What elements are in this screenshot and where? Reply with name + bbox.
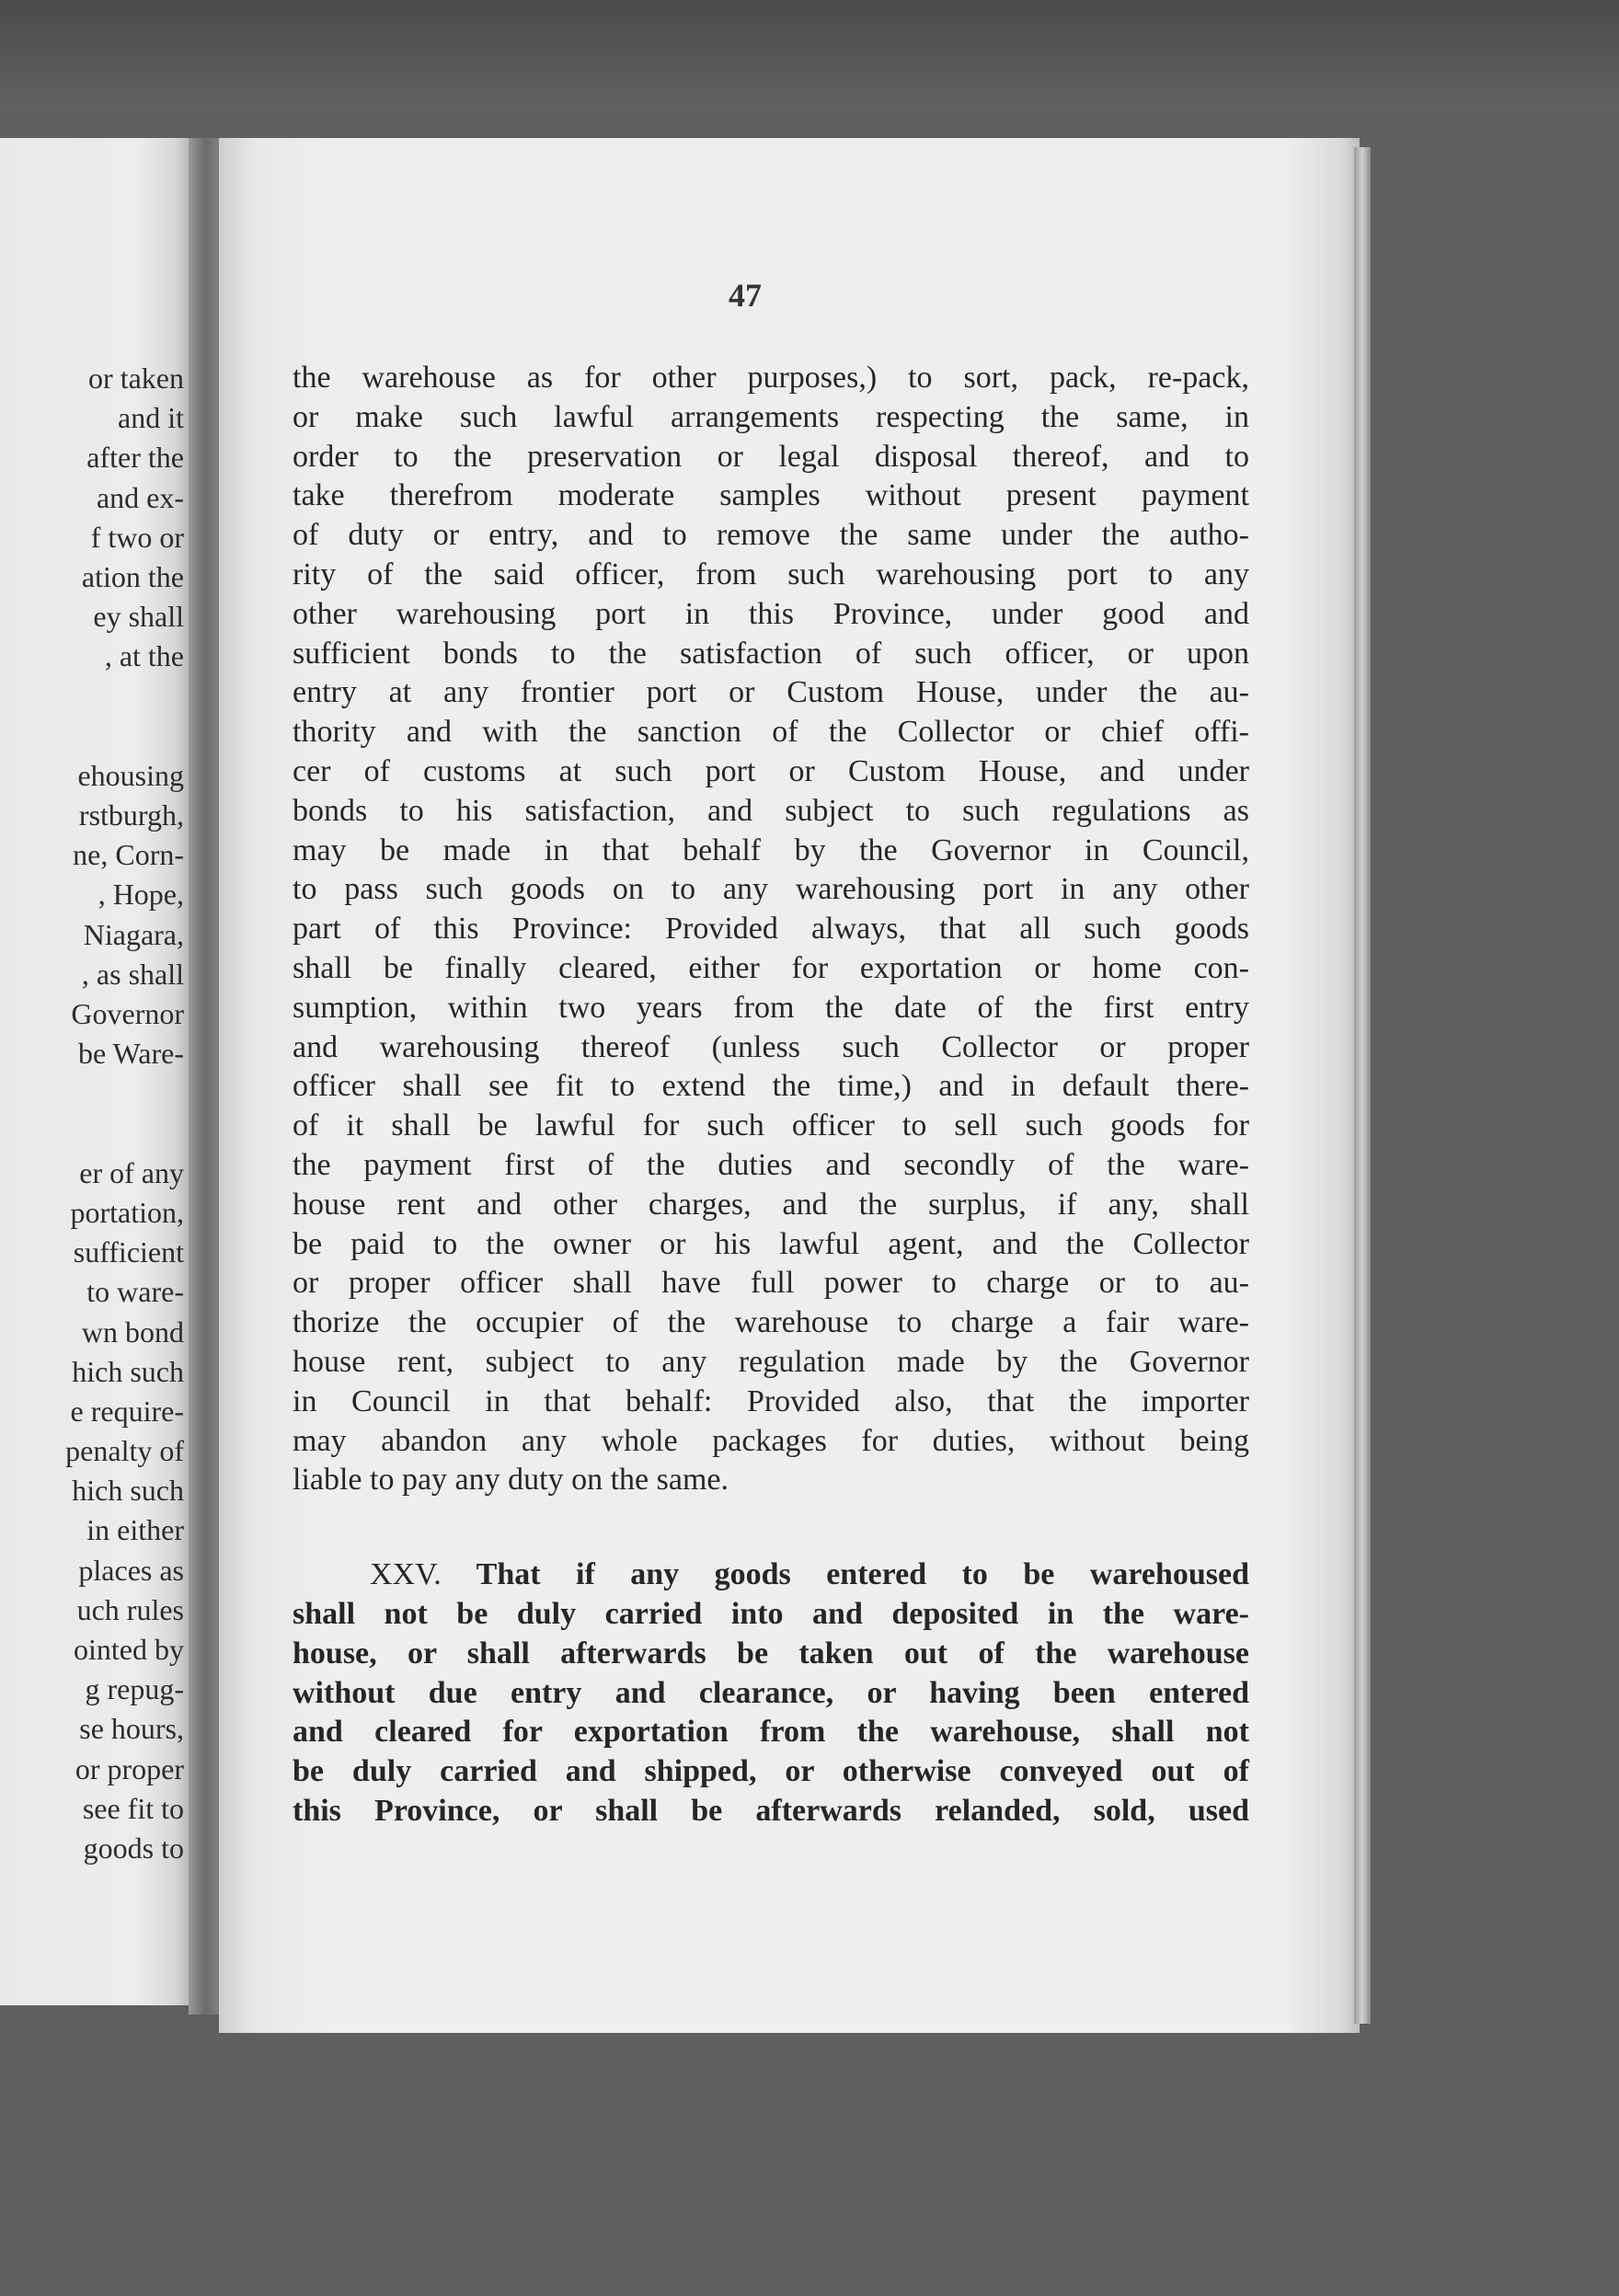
previous-page-line: to ware- (86, 1275, 184, 1309)
previous-page-line: goods to (83, 1831, 184, 1865)
text-line: be paid to the owner or his lawful agent, and the Collector (293, 1226, 1249, 1261)
scanner-background (0, 0, 1619, 110)
previous-page-line: in either (86, 1513, 184, 1547)
previous-page-line: e require- (70, 1394, 184, 1428)
text-line: the payment first of the duties and secondly of the ware- (293, 1147, 1249, 1182)
previous-page-line: f two or (90, 520, 184, 554)
text-line: order to the preservation or legal disposal thereof, and to (293, 439, 1249, 474)
section-first-line-text: That if any goods entered to be warehoused (476, 1557, 1249, 1592)
previous-page-line: hich such (72, 1354, 184, 1388)
text-line: sufficient bonds to the satisfaction of such officer, or upon (293, 636, 1249, 671)
previous-page-line: penalty of (65, 1434, 184, 1468)
page-edge (1354, 147, 1371, 2024)
section-number: XXV. (370, 1557, 442, 1592)
previous-page-line: , as shall (81, 957, 184, 991)
previous-page-line: ey shall (93, 600, 184, 634)
previous-page-line: places as (78, 1553, 184, 1587)
previous-page-line (0, 1073, 184, 1113)
text-line: in Council in that behalf: Provided also, that the importer (293, 1383, 1249, 1418)
previous-page-line: be Ware- (78, 1037, 184, 1071)
previous-page-line: Governor (71, 997, 184, 1030)
previous-page-line: , Hope, (98, 878, 184, 912)
previous-page-line: ne, Corn- (73, 838, 184, 872)
page-body (293, 359, 1249, 1831)
text-line: house rent, subject to any regulation made by the Governor (293, 1344, 1249, 1379)
text-line: shall be finally cleared, either for exportation or home con- (293, 950, 1249, 985)
text-line: thorize the occupier of the warehouse to charge a fair ware- (293, 1305, 1249, 1340)
text-line: thority and with the sanction of the Collector or chief offi- (293, 715, 1249, 750)
text-line: and warehousing thereof (unless such Collector or proper (293, 1029, 1249, 1064)
text-line: house rent and other charges, and the surplus, if any, shall (293, 1187, 1249, 1222)
text-line: may abandon any whole packages for duties, without being (293, 1423, 1249, 1458)
previous-page-line: uch rules (76, 1592, 184, 1626)
text-line: shall not be duly carried into and deposited in the ware- (293, 1596, 1249, 1631)
section-first-line (293, 1556, 1249, 1595)
previous-page-line: g repug- (85, 1672, 184, 1706)
text-line: or make such lawful arrangements respecting the same, in (293, 399, 1249, 434)
text-line: officer shall see fit to extend the time,) and in default there- (293, 1069, 1249, 1104)
text-line: rity of the said officer, from such warehousing port to any (293, 557, 1249, 591)
previous-page-line: and it (118, 401, 184, 435)
text-line: other warehousing port in this Province, under good and (293, 596, 1249, 631)
previous-page-line (0, 717, 184, 756)
previous-page-line: wn bond (81, 1314, 184, 1349)
previous-page-text-fragments (0, 359, 184, 1868)
previous-page-line: see fit to (82, 1791, 184, 1825)
text-line: part of this Province: Provided always, that all such goods (293, 912, 1249, 947)
text-line: be duly carried and shipped, or otherwise conveyed out of (293, 1754, 1249, 1789)
previous-page-line: ehousing (77, 758, 184, 792)
paragraph-continued (293, 359, 1249, 1500)
previous-page-line: after the (86, 441, 184, 475)
previous-page-line: er of any (79, 1155, 184, 1189)
text-line: or proper officer shall have full power to charge or to au- (293, 1266, 1249, 1301)
previous-page-line: ation the (81, 559, 184, 593)
text-line: cer of customs at such port or Custom House, and under (293, 753, 1249, 788)
text-line: and cleared for exportation from the warehouse, shall not (293, 1715, 1249, 1750)
previous-page (0, 138, 198, 2005)
previous-page-line: and ex- (96, 480, 184, 514)
text-line: the warehouse as for other purposes,) to sort, pack, re-pack, (293, 361, 1249, 395)
text-line: without due entry and clearance, or having been entered (293, 1675, 1249, 1710)
text-line: bonds to his satisfaction, and subject to such regulations as (293, 793, 1249, 828)
text-line: may be made in that behalf by the Governor in Council, (293, 832, 1249, 867)
text-line: sumption, within two years from the date of the first entry (293, 990, 1249, 1025)
text-line: take therefrom moderate samples without present payment (293, 478, 1249, 513)
previous-page-line: sufficient (73, 1235, 184, 1269)
previous-page-line: , at the (104, 639, 184, 673)
text-line: to pass such goods on to any warehousing port in any other (293, 872, 1249, 907)
previous-page-line: se hours, (79, 1712, 184, 1746)
text-line: this Province, or shall be afterwards relanded, sold, used (293, 1793, 1249, 1828)
text-line: liable to pay any duty on the same. (293, 1463, 729, 1498)
page-number: 47 (729, 277, 762, 314)
previous-page-line: portation, (70, 1195, 184, 1229)
previous-page-line: or proper (75, 1751, 184, 1785)
text-line: house, or shall afterwards be taken out of the warehouse (293, 1636, 1249, 1670)
previous-page-line (0, 677, 184, 717)
previous-page-line: or taken (88, 362, 184, 395)
text-line: of it shall be lawful for such officer to sell such goods for (293, 1108, 1249, 1143)
previous-page-line: ointed by (74, 1633, 184, 1666)
paragraph-section-xxv (293, 1556, 1249, 1831)
previous-page-line: Niagara, (83, 917, 184, 951)
previous-page-line (0, 1114, 184, 1154)
previous-page-line: rstburgh, (78, 798, 184, 832)
text-line: of duty or entry, and to remove the same under the autho- (293, 518, 1249, 553)
text-line: entry at any frontier port or Custom House, under the au- (293, 675, 1249, 710)
previous-page-line: hich such (72, 1474, 184, 1508)
